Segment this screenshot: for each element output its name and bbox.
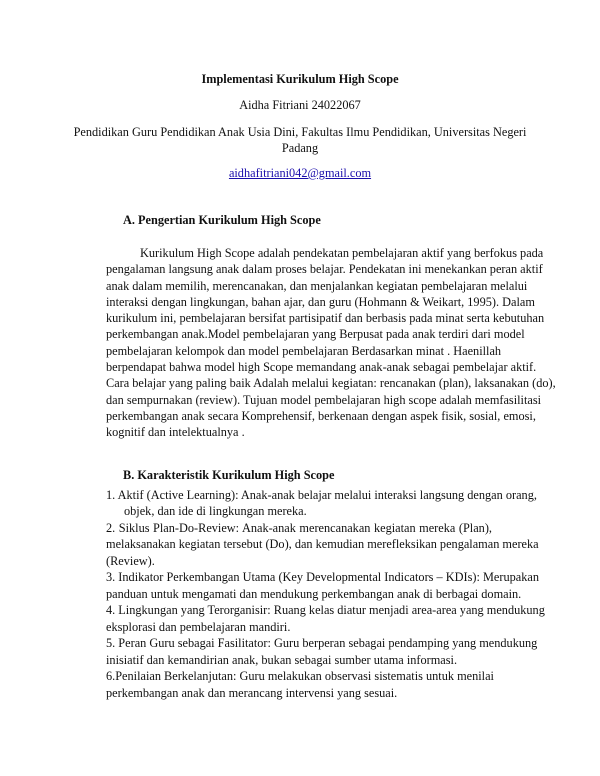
affiliation bbox=[0, 124, 600, 156]
paragraph-line: perkembangan anak.Model pembelajaran yang Berpusat pada anak terdiri dari model bbox=[106, 327, 525, 342]
paragraph-line: Cara belajar yang paling baik Adalah melalui kegiatan: rencanakan (plan), laksanakan (do), bbox=[106, 376, 556, 391]
paragraph-line: kurikulum ini, pembelajaran bersifat partisipatif dan berbasis pada minat serta kebutuhan bbox=[106, 311, 545, 326]
list-item bbox=[106, 602, 545, 635]
paragraph-line: anak dalam memilih, merencanakan, dan menjalankan kegiatan pembelajaran melalui bbox=[106, 278, 528, 293]
list-item-line: melaksanakan kegiatan tersebut (Do), dan kemudian merefleksikan pengalaman mereka bbox=[106, 537, 539, 552]
list-item bbox=[106, 569, 539, 602]
paragraph-line: pembelajaran kelompok dan model pembelajaran Berdasarkan minat . Haenillah bbox=[106, 343, 502, 358]
list-item-line: 3. Indikator Perkembangan Utama (Key Developmental Indicators – KDIs): Merupakan bbox=[106, 570, 539, 585]
list-item-line: 4. Lingkungan yang Terorganisir: Ruang kelas diatur menjadi area-area yang mendukung bbox=[106, 603, 545, 618]
list-item bbox=[106, 520, 539, 569]
list-item-line: perkembangan anak dan merancang intervensi yang sesuai. bbox=[106, 685, 398, 700]
paragraph-line: perkembangan anak secara Komprehensif, berkenaan dengan aspek fisik, sosial, emosi, bbox=[106, 408, 536, 423]
list-item-line: inisiatif dan kemandirian anak, bukan sebagai sumber utama informasi. bbox=[106, 652, 458, 667]
paragraph-line: berpendapat bahwa model high Scope memandang anak-anak sebagai pembelajar aktif. bbox=[106, 360, 537, 375]
list-item-line: panduan untuk mengamati dan mendukung perkembangan anak di berbagai domain. bbox=[106, 586, 522, 601]
list-item-line: objek, dan ide di lingkungan mereka. bbox=[124, 504, 307, 519]
email bbox=[0, 166, 600, 181]
section-a-paragraph bbox=[106, 245, 556, 441]
section-b-heading: B. Karakteristik Kurikulum High Scope bbox=[123, 468, 335, 482]
list-item bbox=[106, 487, 537, 520]
affiliation-line: Padang bbox=[281, 141, 319, 155]
affiliation-line: Pendidikan Guru Pendidikan Anak Usia Dini, Fakultas Ilmu Pendidikan, Universitas Negeri bbox=[73, 125, 527, 139]
paragraph-line: pengalaman langsung anak dalam proses belajar. Pendekatan ini menekankan peran aktif bbox=[106, 262, 543, 277]
list-item-line: 1. Aktif (Active Learning): Anak-anak belajar melalui interaksi langsung dengan orang, bbox=[106, 488, 537, 502]
section-a-heading: A. Pengertian Kurikulum High Scope bbox=[123, 213, 321, 227]
list-item-line: (Review). bbox=[106, 553, 155, 568]
list-item bbox=[106, 668, 492, 701]
list-item-line: 6.Penilaian Berkelanjutan: Guru melakukan observasi sistematis untuk menilai bbox=[106, 669, 494, 684]
email-link[interactable]: aidhafitriani042@gmail.com bbox=[228, 166, 372, 180]
paragraph-line: interaksi dengan lingkungan, bahan ajar, dan guru (Hohmann & Weikart, 1995). Dalam bbox=[106, 294, 535, 309]
list-item bbox=[106, 635, 538, 668]
paragraph-line: Kurikulum High Scope adalah pendekatan pembelajaran aktif yang berfokus pada bbox=[140, 246, 544, 260]
paragraph-line: kognitif dan intelektualnya . bbox=[106, 425, 245, 440]
characteristics-list bbox=[106, 487, 545, 701]
list-item-line: 2. Siklus Plan-Do-Review: Anak-anak merencanakan kegiatan mereka (Plan), bbox=[106, 520, 492, 535]
document-title: Implementasi Kurikulum High Scope bbox=[201, 72, 399, 86]
list-item-line: eksplorasi dan pembelajaran mandiri. bbox=[106, 619, 291, 634]
paragraph-line: dan sempurnakan (review). Tujuan model pembelajaran high scope adalah memfasilitasi bbox=[106, 392, 542, 407]
author-line: Aidha Fitriani 24022067 bbox=[239, 98, 361, 112]
list-item-line: 5. Peran Guru sebagai Fasilitator: Guru berperan sebagai pendamping yang mendukung bbox=[106, 636, 538, 651]
